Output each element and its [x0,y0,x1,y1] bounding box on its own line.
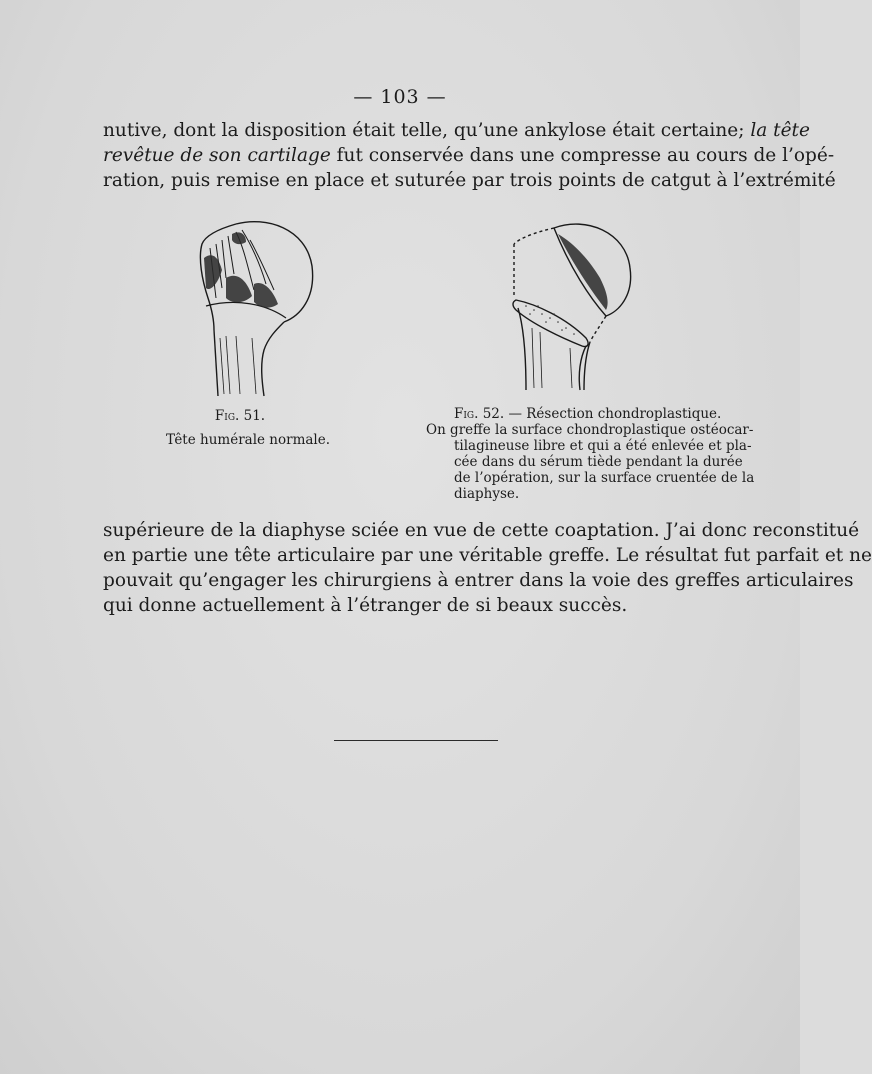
caption-line [426,406,726,422]
figure-51-label [160,408,320,424]
paragraph-bottom [103,518,872,618]
figure-51-drawing [196,218,320,400]
caption-line: On greffe la surface chondroplastique ostéocar- [426,422,754,438]
paragraph-line: qui donne actuellement à l’étranger de si beaux succès. [103,595,628,616]
chondroplastic-resection-illustration [506,218,636,394]
figure-52-drawing [506,218,636,394]
figure-label-text: Fig. 51. [214,408,266,424]
caption-line: diaphyse. [454,486,520,502]
paragraph-line: pouvait qu’engager les chirurgiens à entrer dans la voie des greffes articulaires [103,570,854,591]
italic-text: la tête [750,120,810,141]
page-number: — 103 — [353,86,447,108]
paragraph-line: supérieure de la diaphyse sciée en vue de cette coaptation. J’ai donc reconstitué [103,520,860,541]
caption-title: — Résection chondroplastique. [504,406,722,422]
text-run: nutive, dont la disposition était telle, qu’une ankylose était certaine; [103,120,745,141]
text-run: fut conservée dans une compresse au cours de l’opé- [330,145,835,166]
paragraph-line: en partie une tête articulaire par une véritable greffe. Le résultat fut parfait et ne [103,545,872,566]
humeral-head-illustration [196,218,320,400]
figure-51-caption: Tête humérale normale. [165,432,331,448]
paragraph-line: ration, puis remise en place et suturée par trois points de catgut à l’extrémité [103,170,836,191]
figure-label-text: Fig. 52. [454,406,505,422]
figure-52-caption [426,406,755,502]
caption-line: tilagineuse libre et qui a été enlevée et pla- [454,438,752,454]
paragraph-line [103,118,810,143]
paragraph-top [103,118,836,193]
caption-line: cée dans du sérum tiède pendant la durée [454,454,743,470]
italic-text: revêtue de son cartilage [103,145,331,166]
paragraph-line [103,143,835,168]
section-divider [334,740,498,741]
caption-line: de l’opération, sur la surface cruentée de la [454,470,755,486]
